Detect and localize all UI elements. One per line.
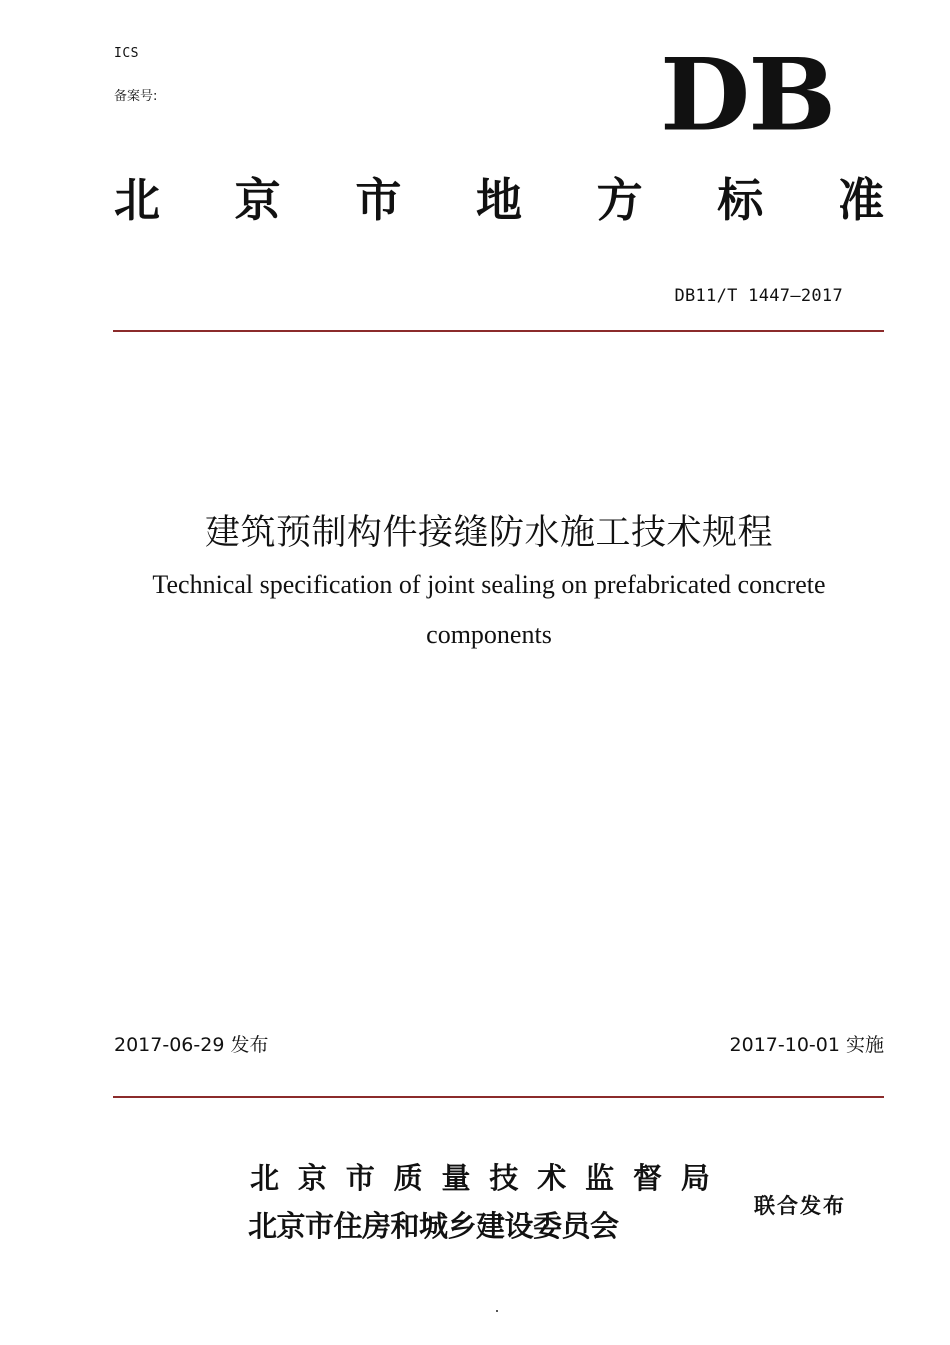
standard-type-char: 市 (355, 173, 402, 227)
publisher-char: 术 (537, 1161, 567, 1195)
publisher-char: 北 (250, 1161, 280, 1195)
standard-type-char: 京 (234, 173, 281, 227)
publisher-char: 局 (680, 1161, 710, 1195)
standard-type-heading (114, 172, 884, 228)
standard-type-char: 方 (596, 173, 643, 227)
page-mark (496, 1310, 498, 1312)
standard-type-char: 标 (717, 173, 764, 227)
filing-number-label: 备案号: (114, 89, 158, 104)
standard-type-char: 地 (475, 173, 522, 227)
publisher-char: 质 (393, 1161, 423, 1195)
standard-type-char: 北 (114, 173, 160, 227)
issue-date: 2017-06-29 发布 (114, 1034, 269, 1056)
ics-label: ICS (114, 46, 139, 61)
standard-type-char: 准 (837, 173, 884, 227)
publisher-char: 技 (489, 1161, 519, 1195)
publisher-char: 监 (585, 1161, 615, 1195)
publisher-char: 督 (633, 1161, 663, 1195)
document-title-cn: 建筑预制构件接缝防水施工技术规程 (204, 513, 773, 553)
joint-release-label: 联合发布 (754, 1194, 846, 1218)
bottom-divider (113, 1096, 884, 1098)
publisher-2: 北京市住房和城乡建设委员会 (248, 1209, 619, 1243)
document-title-en: Technical specification of joint sealing on prefabricated concrete components (152, 570, 826, 649)
standard-number: DB11/T 1447—2017 (674, 286, 843, 306)
publisher-1 (250, 1160, 710, 1196)
publisher-char: 京 (297, 1161, 327, 1195)
publisher-char: 市 (345, 1161, 375, 1195)
publisher-char: 量 (441, 1161, 471, 1195)
implementation-date: 2017-10-01 实施 (729, 1034, 884, 1056)
top-divider (113, 330, 884, 332)
db-logo: DB (660, 36, 835, 154)
